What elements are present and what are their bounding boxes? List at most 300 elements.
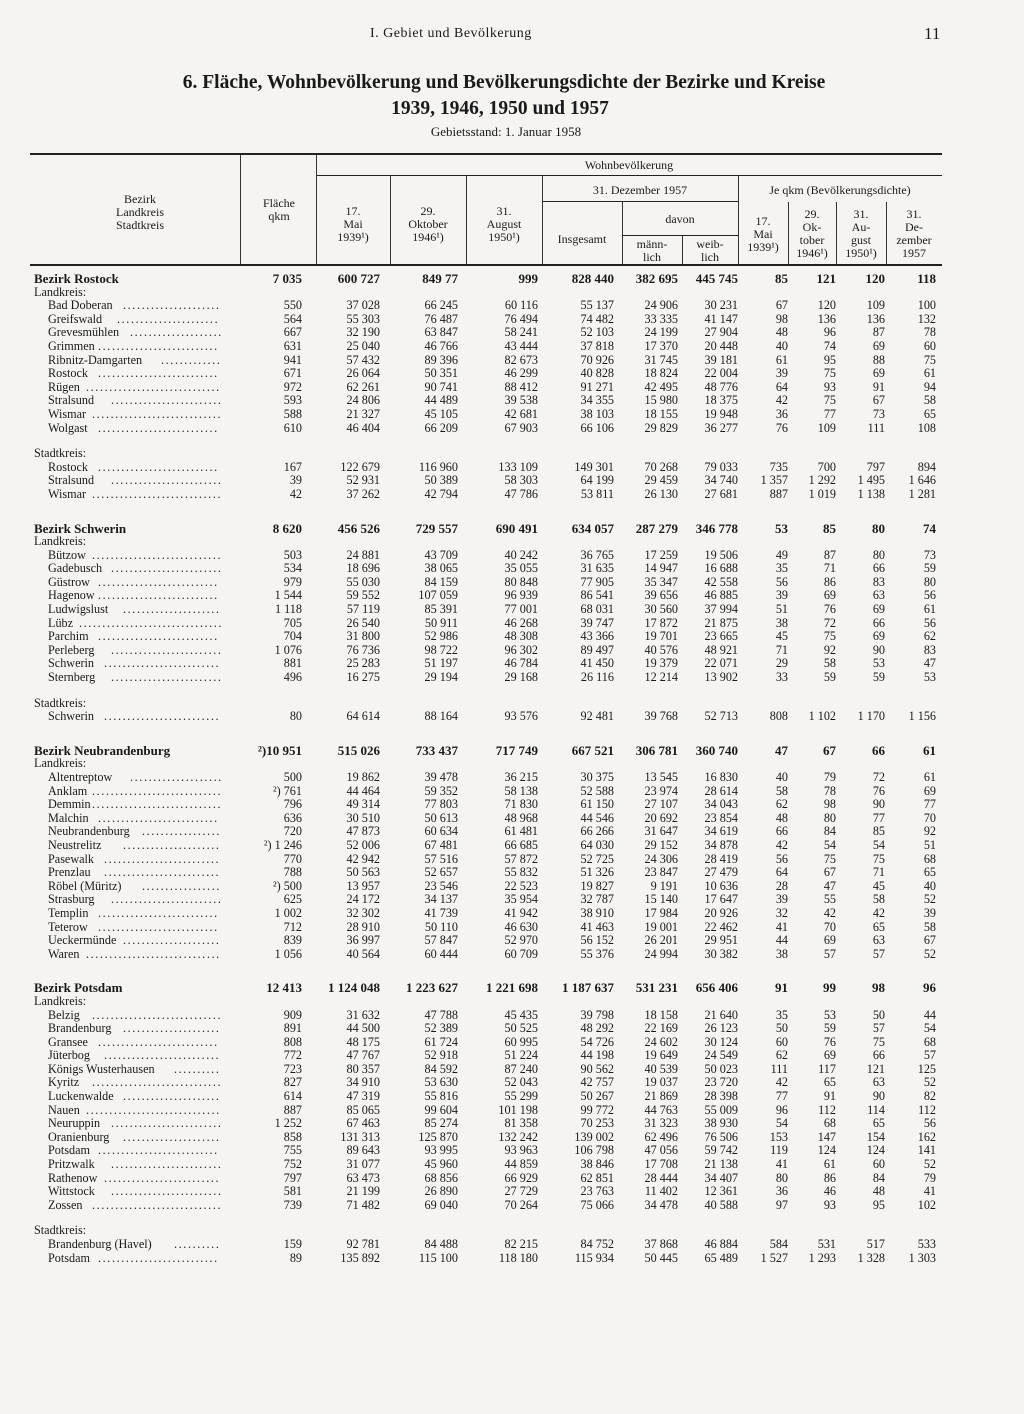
row-name: Waren (48, 946, 80, 961)
cell-maennlich-1957: 11 402 (644, 1184, 678, 1199)
cell-insgesamt-1957: 48 292 (580, 1021, 614, 1036)
row-name: Parchim (48, 629, 89, 644)
cell-wohnbev-1950: 45 435 (504, 1007, 538, 1022)
cell-weiblich-1957: 346 778 (695, 520, 738, 536)
cell-wohnbev-1939: 40 564 (346, 946, 380, 961)
cell-weiblich-1957: 19 506 (704, 547, 738, 562)
cell-dichte-1950: 91 (872, 379, 885, 394)
cell-flaeche: 534 (283, 561, 302, 576)
cell-dichte-1957: 533 (917, 1237, 936, 1251)
leader-dots: ......................... (104, 865, 221, 880)
cell-dichte-1957: 96 (923, 980, 936, 996)
cell-maennlich-1957: 29 829 (644, 420, 678, 435)
cell-dichte-1946: 75 (823, 393, 836, 408)
table-body (30, 272, 942, 1265)
cell-dichte-1950: 58 (872, 892, 885, 907)
cell-maennlich-1957: 50 445 (644, 1250, 678, 1265)
cell-insgesamt-1957: 38 103 (580, 406, 614, 421)
cell-dichte-1950: 154 (866, 1129, 885, 1144)
cell-flaeche: 500 (283, 770, 302, 784)
cell-maennlich-1957: 24 306 (644, 851, 678, 866)
leader-dots: ..................... (123, 298, 221, 313)
cell-weiblich-1957: 36 277 (704, 420, 738, 435)
cell-dichte-1939: 38 (775, 615, 788, 630)
cell-maennlich-1957: 24 602 (644, 1034, 678, 1049)
cell-dichte-1939: 91 (775, 980, 788, 996)
cell-wohnbev-1939: 34 910 (346, 1075, 380, 1090)
leader-dots: .......... (174, 1061, 221, 1076)
cell-maennlich-1957: 31 647 (644, 824, 678, 839)
top-rule (30, 153, 942, 155)
cell-wohnbev-1946: 733 437 (415, 742, 458, 758)
row-name: Nauen (48, 1102, 80, 1117)
leader-dots: ......................... (104, 709, 221, 724)
cell-maennlich-1957: 40 576 (644, 642, 678, 657)
cell-dichte-1939: 49 (775, 547, 788, 562)
cell-maennlich-1957: 31 323 (644, 1116, 678, 1131)
cell-flaeche: 564 (283, 311, 302, 326)
cell-dichte-1957: 44 (923, 1007, 936, 1022)
cell-maennlich-1957: 17 984 (644, 905, 678, 920)
cell-dichte-1946: 92 (823, 642, 836, 657)
cell-wohnbev-1946: 63 847 (424, 325, 458, 340)
cell-weiblich-1957: 30 124 (704, 1034, 738, 1049)
cell-flaeche: 80 (289, 709, 302, 724)
cell-dichte-1939: 111 (770, 1061, 788, 1076)
table-row (30, 313, 942, 327)
cell-wohnbev-1939: 67 463 (346, 1116, 380, 1131)
cell-dichte-1939: 38 (775, 946, 788, 961)
cell-wohnbev-1946: 61 724 (424, 1034, 458, 1049)
cell-insgesamt-1957: 31 635 (580, 561, 614, 576)
cell-dichte-1950: 95 (872, 1197, 885, 1212)
cell-dichte-1950: 1 328 (857, 1250, 885, 1265)
cell-insgesamt-1957: 139 002 (574, 1129, 614, 1144)
cell-wohnbev-1950: 41 942 (504, 905, 538, 920)
leader-dots: .......................... (98, 810, 219, 825)
leader-dots: ..................... (123, 602, 221, 617)
cell-dichte-1939: 39 (775, 366, 788, 381)
row-name: Wittstock (48, 1184, 95, 1199)
cell-dichte-1939: 50 (775, 1021, 788, 1036)
cell-dichte-1950: 76 (872, 783, 885, 798)
cell-dichte-1946: 55 (823, 892, 836, 907)
row-name: Landkreis: (34, 534, 87, 549)
cell-wohnbev-1950: 76 494 (504, 311, 538, 326)
cell-dichte-1939: 584 (769, 1237, 788, 1251)
row-name: Hagenow (48, 588, 95, 603)
cell-dichte-1950: 75 (872, 851, 885, 866)
cell-dichte-1946: 136 (817, 311, 836, 326)
row-name: Brandenburg (Havel) (48, 1237, 152, 1251)
table-row (30, 589, 942, 603)
vrule (240, 155, 241, 264)
leader-dots: ........................ (111, 892, 223, 907)
cell-dichte-1939: 39 (775, 892, 788, 907)
cell-weiblich-1957: 34 407 (704, 1170, 738, 1185)
cell-maennlich-1957: 14 947 (644, 561, 678, 576)
table-row (30, 299, 942, 313)
cell-dichte-1957: 82 (923, 1089, 936, 1104)
cell-dichte-1950: 69 (872, 602, 885, 617)
cell-maennlich-1957: 33 335 (644, 311, 678, 326)
cell-dichte-1957: 132 (917, 311, 936, 326)
table-row (30, 1063, 942, 1077)
cell-wohnbev-1946: 45 960 (424, 1157, 458, 1172)
row-name: Rathenow (48, 1170, 98, 1185)
row-name: Neustrelitz (48, 837, 102, 852)
cell-dichte-1950: 66 (872, 742, 885, 758)
row-name: Röbel (Müritz) (48, 878, 122, 893)
cell-dichte-1946: 71 (823, 561, 836, 576)
cell-dichte-1939: 48 (775, 810, 788, 825)
cell-dichte-1950: 57 (872, 1021, 885, 1036)
leader-dots: .......................... (98, 420, 219, 435)
cell-wohnbev-1939: 131 313 (340, 1129, 380, 1144)
row-name: Güstrow (48, 574, 90, 589)
cell-dichte-1957: 69 (923, 783, 936, 798)
cell-maennlich-1957: 18 155 (644, 406, 678, 421)
cell-flaeche: 909 (283, 1007, 302, 1022)
cell-wohnbev-1946: 729 557 (415, 520, 458, 536)
cell-flaeche: ²) 761 (272, 783, 302, 798)
cell-wohnbev-1950: 39 538 (504, 393, 538, 408)
cell-insgesamt-1957: 75 066 (580, 1197, 614, 1212)
cell-insgesamt-1957: 99 772 (580, 1102, 614, 1117)
table-row (30, 603, 942, 617)
cell-wohnbev-1939: 24 881 (346, 547, 380, 562)
cell-weiblich-1957: 27 479 (704, 865, 738, 880)
cell-dichte-1946: 75 (823, 851, 836, 866)
cell-weiblich-1957: 34 043 (704, 797, 738, 812)
cell-dichte-1946: 91 (823, 1089, 836, 1104)
cell-wohnbev-1939: 37 028 (346, 298, 380, 313)
cell-insgesamt-1957: 50 267 (580, 1089, 614, 1104)
cell-insgesamt-1957: 19 827 (580, 878, 614, 893)
cell-dichte-1939: 98 (775, 311, 788, 326)
cell-dichte-1950: 60 (872, 1157, 885, 1172)
cell-wohnbev-1946: 60 634 (424, 824, 458, 839)
cell-flaeche: 7 035 (272, 271, 302, 286)
cell-wohnbev-1950: 57 872 (504, 851, 538, 866)
row-name: Rostock (48, 459, 88, 474)
cell-maennlich-1957: 19 379 (644, 656, 678, 671)
cell-wohnbev-1950: 50 525 (504, 1021, 538, 1036)
cell-wohnbev-1950: 101 198 (498, 1102, 538, 1117)
row-name: Rostock (48, 366, 88, 381)
cell-dichte-1950: 109 (866, 298, 885, 313)
cell-wohnbev-1939: 28 910 (346, 919, 380, 934)
cell-dichte-1946: 93 (823, 379, 836, 394)
cell-wohnbev-1946: 66 245 (424, 298, 458, 313)
cell-wohnbev-1950: 690 491 (495, 520, 538, 536)
cell-weiblich-1957: 30 382 (704, 946, 738, 961)
cell-wohnbev-1939: 515 026 (337, 742, 380, 758)
cell-insgesamt-1957: 86 541 (580, 588, 614, 603)
cell-dichte-1939: 80 (775, 1170, 788, 1185)
cell-dichte-1946: 79 (823, 770, 836, 784)
cell-weiblich-1957: 28 614 (704, 783, 738, 798)
cell-flaeche: 887 (283, 1102, 302, 1117)
cell-flaeche: ²) 1 246 (263, 837, 302, 852)
cell-dichte-1957: 61 (923, 742, 936, 758)
table-row (30, 893, 942, 907)
row-name: Königs Wusterhausen (48, 1061, 155, 1076)
cell-dichte-1950: 1 138 (857, 486, 885, 501)
leader-dots: ..................... (123, 1129, 221, 1144)
cell-dichte-1946: 76 (823, 1034, 836, 1049)
cell-dichte-1939: 56 (775, 574, 788, 589)
cell-dichte-1950: 73 (872, 406, 885, 421)
cell-wohnbev-1939: 55 303 (346, 311, 380, 326)
cell-dichte-1946: 77 (823, 406, 836, 421)
cell-weiblich-1957: 50 023 (704, 1061, 738, 1076)
cell-flaeche: 550 (283, 298, 302, 313)
cell-weiblich-1957: 23 854 (704, 810, 738, 825)
leader-dots: ..................... (123, 837, 221, 852)
cell-dichte-1946: 67 (823, 742, 836, 758)
cell-wohnbev-1946: 43 709 (424, 547, 458, 562)
row-name: Prenzlau (48, 865, 91, 880)
leader-dots: ........................ (111, 1116, 223, 1131)
cell-flaeche: 797 (283, 1170, 302, 1185)
cell-wohnbev-1950: 55 832 (504, 865, 538, 880)
table-row (30, 562, 942, 576)
row-name: Grevesmühlen (48, 325, 120, 340)
cell-weiblich-1957: 27 681 (704, 486, 738, 501)
cell-wohnbev-1946: 76 487 (424, 311, 458, 326)
cell-wohnbev-1939: 57 119 (346, 602, 380, 617)
cell-dichte-1957: 141 (917, 1143, 936, 1158)
cell-dichte-1939: 35 (775, 561, 788, 576)
cell-flaeche: 941 (283, 352, 302, 367)
leader-dots: ............................ (92, 797, 223, 812)
cell-weiblich-1957: 37 994 (704, 602, 738, 617)
cell-wohnbev-1939: 92 781 (346, 1237, 380, 1251)
row-name: Bad Doberan (48, 298, 113, 313)
leader-dots: .......................... (98, 574, 219, 589)
cell-maennlich-1957: 19 701 (644, 629, 678, 644)
cell-weiblich-1957: 20 926 (704, 905, 738, 920)
leader-dots: ............................ (92, 486, 223, 501)
row-name: Brandenburg (48, 1021, 112, 1036)
cell-flaeche: 827 (283, 1075, 302, 1090)
cell-weiblich-1957: 48 776 (704, 379, 738, 394)
cell-dichte-1939: 808 (769, 709, 788, 724)
row-name: Bezirk Neubrandenburg (34, 742, 171, 758)
cell-flaeche: 1 076 (274, 642, 302, 657)
cell-dichte-1950: 69 (872, 629, 885, 644)
table-subtitle: Gebietsstand: 1. Januar 1958 (430, 124, 582, 139)
cell-insgesamt-1957: 44 198 (580, 1048, 614, 1063)
cell-wohnbev-1950: 81 358 (504, 1116, 538, 1131)
cell-flaeche: 704 (283, 629, 302, 644)
row-name: Gadebusch (48, 561, 103, 576)
table-row (30, 710, 942, 724)
cell-maennlich-1957: 39 768 (644, 709, 678, 724)
cell-weiblich-1957: 48 921 (704, 642, 738, 657)
cell-weiblich-1957: 46 885 (704, 588, 738, 603)
table-row (30, 488, 942, 502)
cell-dichte-1950: 63 (872, 933, 885, 948)
cell-dichte-1946: 68 (823, 1116, 836, 1131)
cell-maennlich-1957: 382 695 (635, 271, 678, 286)
cell-weiblich-1957: 26 123 (704, 1021, 738, 1036)
cell-wohnbev-1939: 63 473 (346, 1170, 380, 1185)
row-name: Neubrandenburg (48, 824, 130, 839)
cell-dichte-1957: 77 (923, 797, 936, 812)
cell-dichte-1957: 73 (923, 547, 936, 562)
cell-dichte-1946: 86 (823, 1170, 836, 1185)
leader-dots: .......................... (98, 919, 219, 934)
cell-dichte-1939: 35 (775, 1007, 788, 1022)
table-row (30, 381, 942, 395)
leader-dots: .......................... (98, 588, 219, 603)
header-bezirk: Bezirk Landkreis Stadtkreis (116, 192, 164, 232)
cell-wohnbev-1939: 76 736 (346, 642, 380, 657)
leader-dots: ........................ (111, 642, 223, 657)
cell-maennlich-1957: 35 347 (644, 574, 678, 589)
cell-wohnbev-1939: 85 065 (346, 1102, 380, 1117)
cell-dichte-1950: 67 (872, 393, 885, 408)
cell-insgesamt-1957: 634 057 (571, 520, 614, 536)
cell-dichte-1957: 79 (923, 1170, 936, 1185)
cell-weiblich-1957: 17 647 (704, 892, 738, 907)
cell-dichte-1957: 1 156 (908, 709, 936, 724)
cell-wohnbev-1939: 80 357 (346, 1061, 380, 1076)
cell-insgesamt-1957: 34 355 (580, 393, 614, 408)
cell-insgesamt-1957: 70 253 (580, 1116, 614, 1131)
row-name: Schwerin (48, 656, 95, 671)
leader-dots: ............................ (92, 1197, 223, 1212)
cell-dichte-1939: 61 (775, 352, 788, 367)
table-row (30, 657, 942, 671)
cell-wohnbev-1950: 96 302 (504, 642, 538, 657)
cell-wohnbev-1946: 44 489 (424, 393, 458, 408)
cell-wohnbev-1950: 42 681 (504, 406, 538, 421)
cell-weiblich-1957: 34 619 (704, 824, 738, 839)
cell-maennlich-1957: 17 872 (644, 615, 678, 630)
cell-dichte-1957: 40 (923, 878, 936, 893)
cell-wohnbev-1950: 29 168 (504, 670, 538, 685)
cell-dichte-1946: 147 (817, 1129, 836, 1144)
cell-dichte-1950: 121 (866, 1061, 885, 1076)
cell-dichte-1939: 40 (775, 338, 788, 353)
cell-dichte-1939: 71 (775, 642, 788, 657)
cell-weiblich-1957: 27 904 (704, 325, 738, 340)
cell-maennlich-1957: 9 191 (650, 878, 678, 893)
cell-dichte-1946: 69 (823, 588, 836, 603)
cell-weiblich-1957: 16 830 (704, 770, 738, 784)
cell-insgesamt-1957: 52 725 (580, 851, 614, 866)
row-name: Wismar (48, 406, 87, 421)
cell-wohnbev-1946: 60 444 (424, 946, 458, 961)
leader-dots: ............................ (92, 406, 223, 421)
cell-maennlich-1957: 17 370 (644, 338, 678, 353)
cell-dichte-1939: 53 (775, 520, 788, 536)
cell-dichte-1957: 56 (923, 588, 936, 603)
cell-insgesamt-1957: 62 851 (580, 1170, 614, 1185)
cell-wohnbev-1946: 66 209 (424, 420, 458, 435)
cell-insgesamt-1957: 52 588 (580, 783, 614, 798)
cell-dichte-1950: 72 (872, 770, 885, 784)
cell-wohnbev-1939: 52 006 (346, 837, 380, 852)
header-davon: davon (665, 212, 695, 226)
cell-insgesamt-1957: 36 765 (580, 547, 614, 562)
cell-flaeche: 858 (283, 1129, 302, 1144)
cell-flaeche: 667 (283, 325, 302, 340)
cell-insgesamt-1957: 38 910 (580, 905, 614, 920)
cell-dichte-1946: 1 102 (808, 709, 836, 724)
leader-dots: .................... (130, 325, 223, 340)
cell-flaeche: 796 (283, 797, 302, 812)
leader-dots: .......................... (98, 1143, 219, 1158)
cell-wohnbev-1939: 21 327 (346, 406, 380, 421)
cell-dichte-1946: 69 (823, 933, 836, 948)
cell-insgesamt-1957: 66 106 (580, 420, 614, 435)
cell-dichte-1957: 65 (923, 865, 936, 880)
cell-dichte-1950: 98 (872, 980, 885, 996)
cell-dichte-1946: 53 (823, 1007, 836, 1022)
cell-wohnbev-1950: 52 970 (504, 933, 538, 948)
cell-dichte-1950: 66 (872, 561, 885, 576)
cell-weiblich-1957: 52 713 (704, 709, 738, 724)
cell-flaeche: 720 (283, 824, 302, 839)
cell-dichte-1950: 124 (866, 1143, 885, 1158)
cell-wohnbev-1939: 18 696 (346, 561, 380, 576)
cell-dichte-1957: 100 (917, 298, 936, 313)
cell-dichte-1939: 887 (769, 486, 788, 501)
cell-wohnbev-1939: 25 040 (346, 338, 380, 353)
cell-weiblich-1957: 30 231 (704, 298, 738, 313)
cell-insgesamt-1957: 54 726 (580, 1034, 614, 1049)
cell-wohnbev-1939: 42 942 (346, 851, 380, 866)
cell-wohnbev-1950: 60 116 (504, 298, 538, 313)
cell-wohnbev-1939: 48 175 (346, 1034, 380, 1049)
row-name: Teterow (48, 919, 88, 934)
cell-dichte-1946: 531 (817, 1237, 836, 1251)
cell-dichte-1946: 67 (823, 865, 836, 880)
cell-flaeche: 581 (283, 1184, 302, 1199)
table-header (30, 153, 942, 266)
header-wohnbevoelkerung: Wohnbevölkerung (584, 158, 674, 172)
row-name: Malchin (48, 810, 89, 825)
cell-dichte-1950: 136 (866, 311, 885, 326)
cell-weiblich-1957: 12 361 (704, 1184, 738, 1199)
cell-dichte-1939: 36 (775, 406, 788, 421)
cell-dichte-1939: 41 (775, 1157, 788, 1172)
row-name: Stadtkreis: (34, 446, 87, 461)
cell-weiblich-1957: 41 147 (704, 311, 738, 326)
cell-dichte-1939: 40 (775, 770, 788, 784)
table-row (30, 644, 942, 658)
table-row (30, 549, 942, 563)
cell-dichte-1950: 85 (872, 824, 885, 839)
cell-weiblich-1957: 360 740 (695, 742, 738, 758)
cell-insgesamt-1957: 90 562 (580, 1061, 614, 1076)
cell-maennlich-1957: 18 824 (644, 366, 678, 381)
cell-dichte-1939: 60 (775, 1034, 788, 1049)
cell-wohnbev-1950: 80 848 (504, 574, 538, 589)
cell-dichte-1950: 1 170 (857, 709, 885, 724)
cell-dichte-1939: 45 (775, 629, 788, 644)
cell-wohnbev-1950: 96 939 (504, 588, 538, 603)
leader-dots: ..................... (123, 933, 221, 948)
cell-dichte-1939: 32 (775, 905, 788, 920)
leader-dots: ......................... (104, 656, 221, 671)
cell-wohnbev-1939: 36 997 (346, 933, 380, 948)
cell-flaeche: 1 056 (274, 946, 302, 961)
